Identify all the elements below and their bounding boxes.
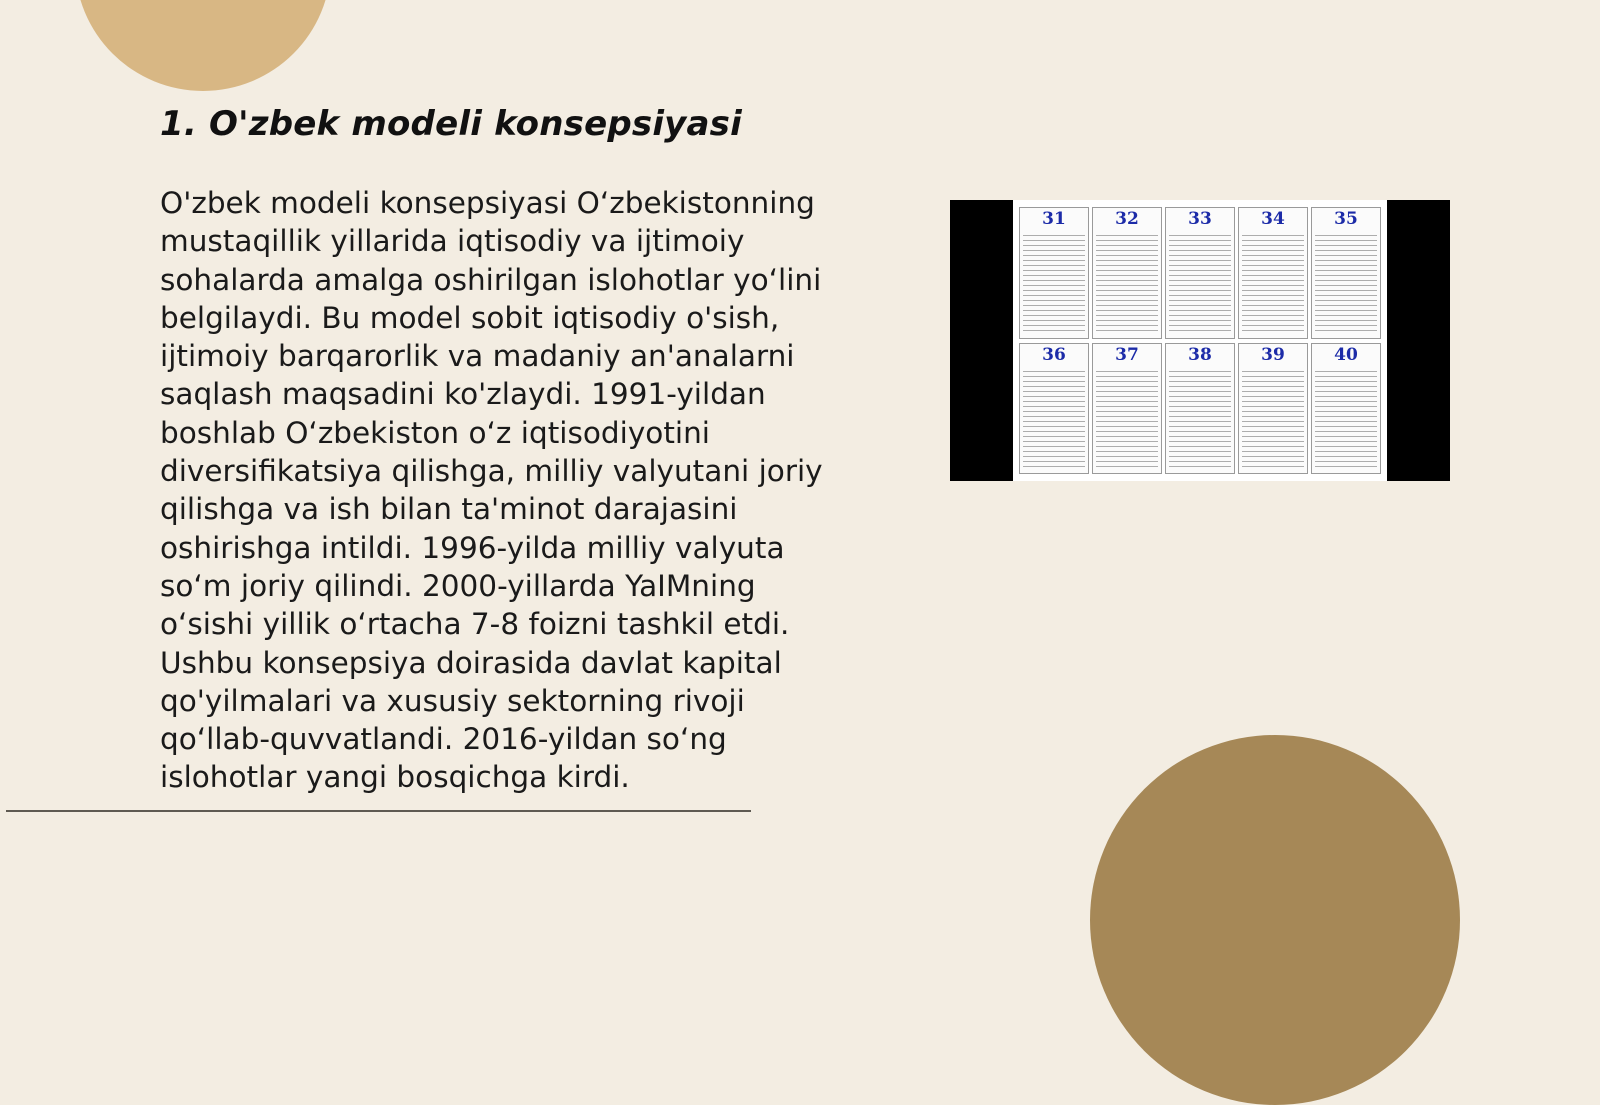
- table-cell: [1311, 207, 1381, 339]
- table-cell: [1092, 343, 1162, 475]
- table-number: 35: [1334, 209, 1358, 229]
- table-cell: [1019, 207, 1089, 339]
- table-cell: [1019, 343, 1089, 475]
- multiplication-table-image: [950, 200, 1450, 481]
- multiplication-table-sheet: [1013, 200, 1387, 481]
- table-rows: [1166, 366, 1234, 474]
- slide-title: 1. O'zbek modeli konsepsiyasi: [160, 104, 742, 144]
- table-number: 37: [1115, 344, 1139, 365]
- table-cell: [1311, 343, 1381, 475]
- table-cell: [1165, 207, 1235, 339]
- table-cell: [1238, 207, 1308, 339]
- table-cell: [1092, 207, 1162, 339]
- table-rows: [1093, 230, 1161, 338]
- table-number: 34: [1261, 209, 1285, 229]
- table-rows: [1020, 230, 1088, 338]
- table-rows: [1239, 230, 1307, 338]
- decorative-circle-bottom: [1090, 735, 1460, 1105]
- table-rows: [1312, 230, 1380, 338]
- table-number: 38: [1188, 344, 1212, 365]
- table-number: 32: [1115, 209, 1139, 229]
- table-rows: [1020, 366, 1088, 474]
- table-number: 31: [1042, 209, 1066, 229]
- table-rows: [1239, 366, 1307, 474]
- table-number: 33: [1188, 209, 1212, 229]
- table-cell: [1165, 343, 1235, 475]
- table-number: 39: [1261, 344, 1285, 365]
- divider-line: [6, 810, 751, 812]
- table-number: 40: [1334, 344, 1358, 365]
- slide-body-text: O'zbek modeli konsepsiyasi O‘zbekistonning mustaqillik yillarida iqtisodiy va ijtimoiy sohalarda amalga oshirilgan islohotlar yo‘lini belgilaydi. Bu model sobit iqtisodiy o'sish, ijtimoiy barqarorlik va madaniy an'analarni saqlash maqsadini ko'zlaydi. 1991-yildan boshlab O‘zbekiston o‘z iqtisodiyotini diversifikatsiya qilishga, milliy valyutani joriy qilishga va ish bilan ta'minot darajasini oshirishga intildi. 1996-yilda milliy valyuta so‘m joriy qilindi. 2000-yillarda YaIMning o‘sishi yillik o‘rtacha 7-8 foizni tashkil etdi. Ushbu konsepsiya doirasida davlat kapital qo'yilmalari va xususiy sektorning rivoji qo‘llab-quvvatlandi. 2016-yildan so‘ng islohotlar yangi bosqichga kirdi.: [160, 186, 823, 795]
- table-rows: [1093, 366, 1161, 474]
- table-rows: [1166, 230, 1234, 338]
- table-number: 36: [1042, 344, 1066, 365]
- decorative-circle-top: [75, 0, 331, 91]
- table-cell: [1238, 343, 1308, 475]
- table-rows: [1312, 366, 1380, 474]
